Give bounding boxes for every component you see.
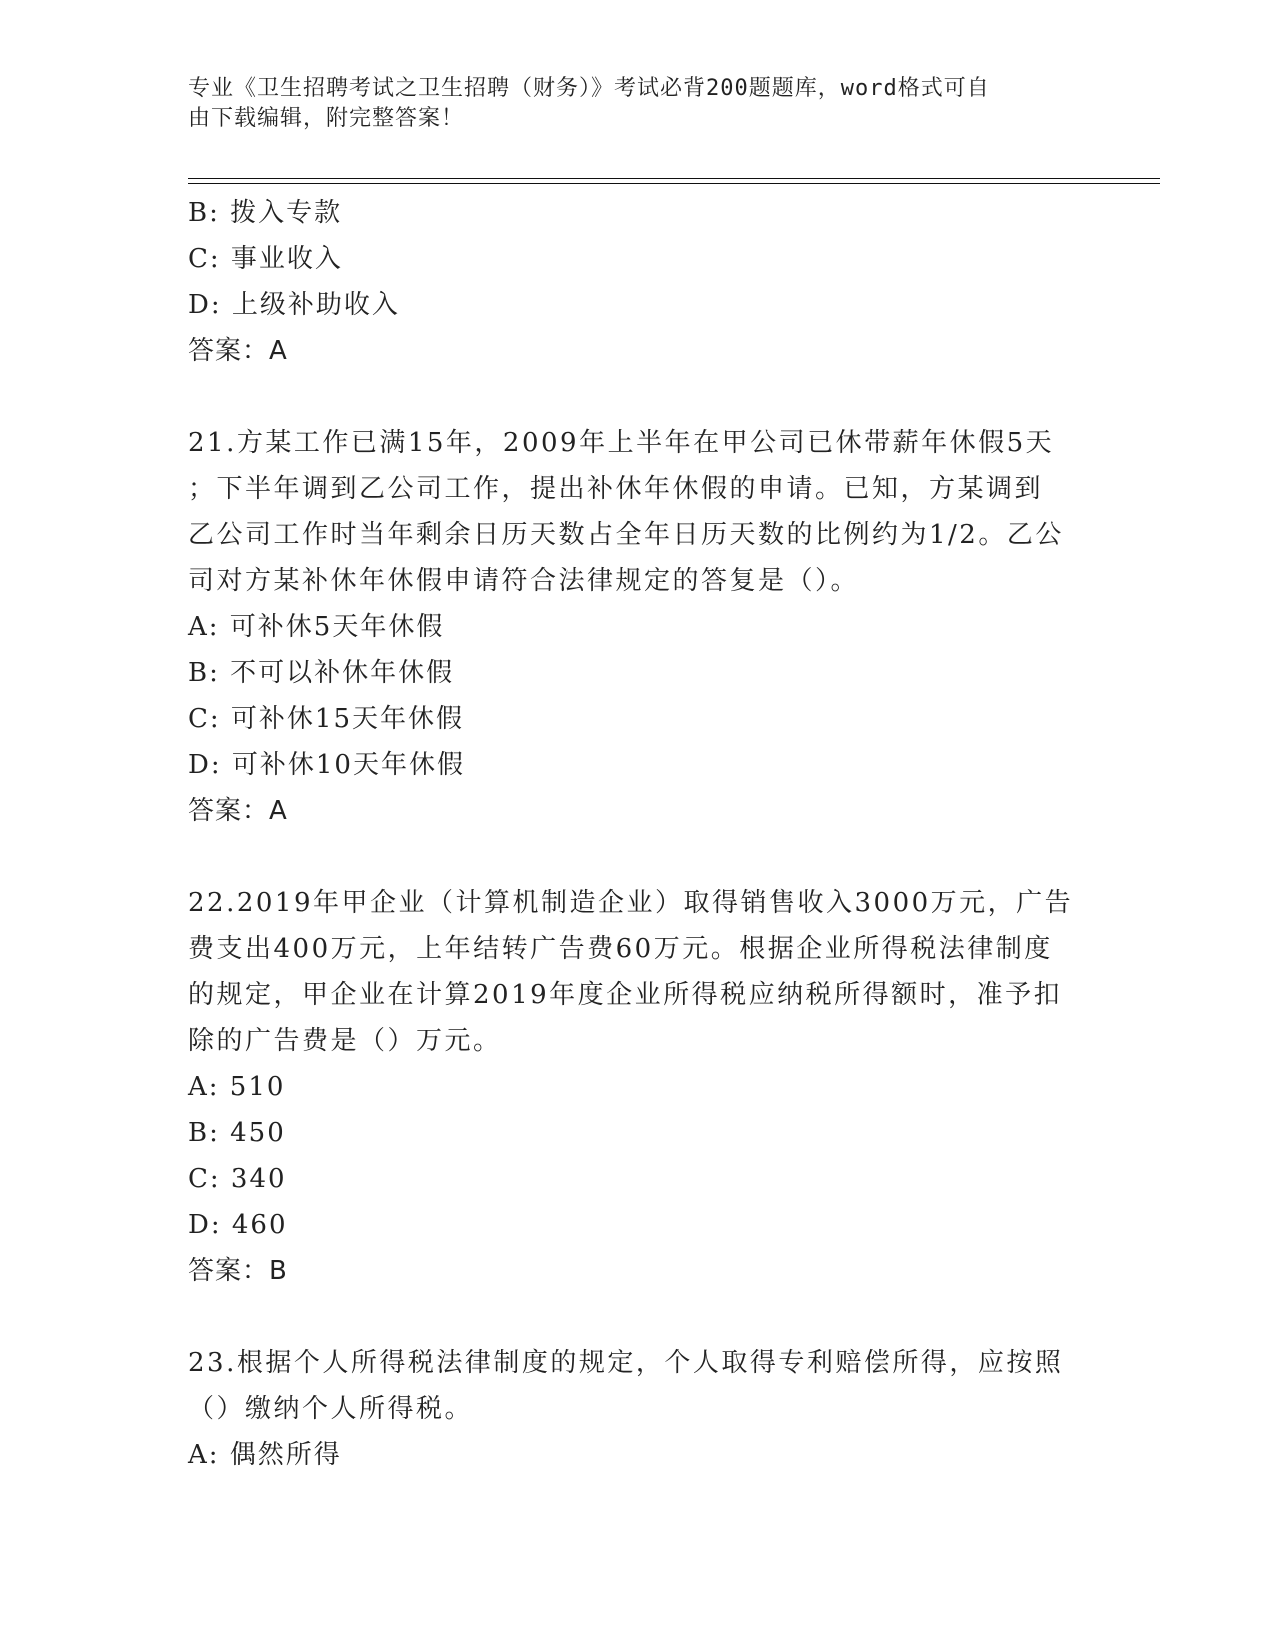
spacer bbox=[188, 1294, 1088, 1340]
option-c: C: 事业收入 bbox=[188, 244, 343, 274]
option-c: C: 340 bbox=[188, 1164, 287, 1194]
question-text bbox=[188, 880, 1088, 1064]
option-b: B: 不可以补休年休假 bbox=[188, 658, 455, 688]
question-text bbox=[188, 1340, 1088, 1432]
option-a: A: 可补休5天年休假 bbox=[188, 612, 445, 642]
document-header bbox=[188, 74, 1068, 134]
question-line: 22.2019年甲企业（计算机制造企业）取得销售收入3000万元，广告 bbox=[188, 888, 1074, 918]
question-line: （）缴纳个人所得税。 bbox=[188, 1394, 474, 1424]
option-a: A: 偶然所得 bbox=[188, 1440, 342, 1470]
header-rule-top bbox=[188, 178, 1160, 179]
question-text bbox=[188, 420, 1088, 604]
questions-body bbox=[188, 190, 1088, 1478]
header-line-2: 由下载编辑，附完整答案！ bbox=[188, 106, 465, 131]
option-d: D: 上级补助收入 bbox=[188, 290, 400, 320]
question-line: ；下半年调到乙公司工作，提出补休年休假的申请。已知，方某调到 bbox=[188, 474, 1044, 504]
question-line: 乙公司工作时当年剩余日历天数占全年日历天数的比例约为1/2。乙公 bbox=[188, 520, 1064, 550]
question-line: 21.方某工作已满15年，2009年上半年在甲公司已休带薪年休假5天 bbox=[188, 428, 1055, 458]
option-b: B: 拨入专款 bbox=[188, 198, 343, 228]
question-line: 除的广告费是（）万元。 bbox=[188, 1026, 502, 1056]
option-d: D: 可补休10天年休假 bbox=[188, 750, 465, 780]
question-20-tail bbox=[188, 190, 1088, 374]
spacer bbox=[188, 374, 1088, 420]
question-line: 23.根据个人所得税法律制度的规定，个人取得专利赔偿所得，应按照 bbox=[188, 1348, 1064, 1378]
option-d: D: 460 bbox=[188, 1210, 288, 1240]
option-b: B: 450 bbox=[188, 1118, 286, 1148]
question-22 bbox=[188, 880, 1088, 1294]
header-rule-bottom bbox=[188, 183, 1160, 184]
answer-line: 答案：A bbox=[188, 796, 288, 826]
answer-line: 答案：A bbox=[188, 336, 288, 366]
spacer bbox=[188, 834, 1088, 880]
option-a: A: 510 bbox=[188, 1072, 286, 1102]
question-21 bbox=[188, 420, 1088, 834]
answer-line: 答案：B bbox=[188, 1256, 288, 1286]
question-line: 的规定，甲企业在计算2019年度企业所得税应纳税所得额时，准予扣 bbox=[188, 980, 1063, 1010]
question-23 bbox=[188, 1340, 1088, 1478]
question-line: 费支出400万元，上年结转广告费60万元。根据企业所得税法律制度 bbox=[188, 934, 1053, 964]
option-c: C: 可补休15天年休假 bbox=[188, 704, 465, 734]
question-line: 司对方某补休年休假申请符合法律规定的答复是（）。 bbox=[188, 566, 860, 596]
header-line-1: 专业《卫生招聘考试之卫生招聘（财务）》考试必背200题题库，word格式可自 bbox=[188, 76, 990, 101]
